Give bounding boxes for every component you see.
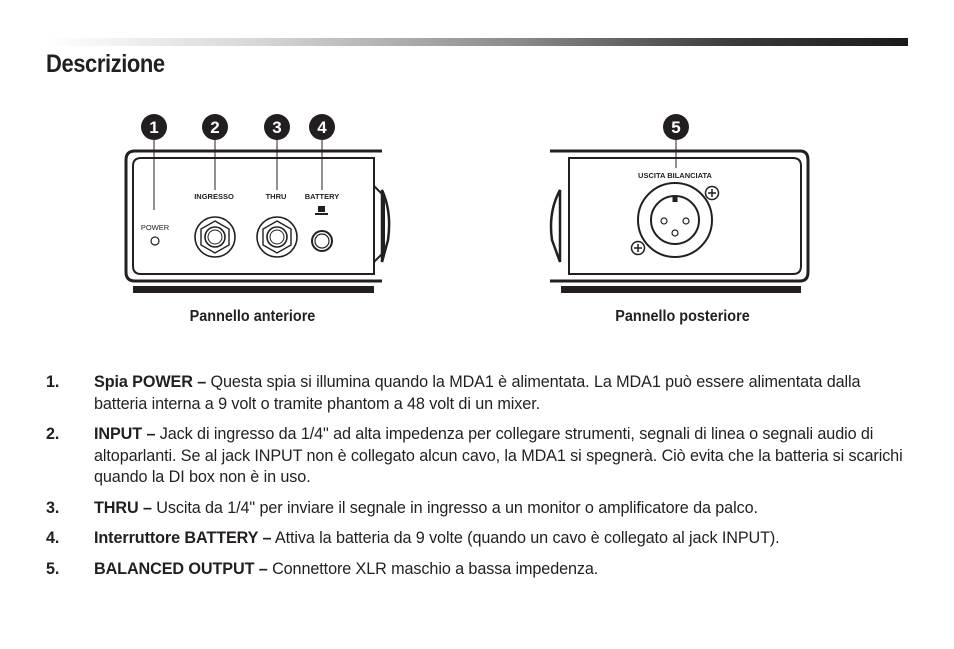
item-number: 4. bbox=[46, 529, 60, 547]
input-label: INGRESSO bbox=[194, 192, 234, 201]
svg-text:3: 3 bbox=[272, 118, 282, 137]
thru-jack bbox=[257, 217, 297, 257]
item-description: Attiva la batteria da 9 volte (quando un cavo è collegato al jack INPUT). bbox=[271, 529, 780, 547]
back-panel-caption: Pannello posteriore bbox=[615, 308, 750, 325]
xlr-connector bbox=[638, 183, 712, 257]
list-item bbox=[46, 424, 912, 489]
back-panel bbox=[550, 114, 808, 293]
item-number: 3. bbox=[46, 498, 60, 517]
item-number: 2. bbox=[46, 425, 60, 443]
item-term: BALANCED OUTPUT – bbox=[94, 559, 268, 578]
list-item bbox=[46, 372, 912, 415]
output-label: USCITA BILANCIATA bbox=[638, 171, 712, 180]
description-list bbox=[46, 372, 912, 589]
power-led bbox=[151, 237, 159, 245]
list-item bbox=[46, 528, 912, 550]
item-description: Jack di ingresso da 1/4" ad alta impedenza per collegare strumenti, segnali di linea o segnali audio di altoparlanti. Se al jack INPUT non è collegato alcun cavo, la MDA1 si spegnerà. Ciò evita che la batteria si scarichi quando la DI box non è in uso. bbox=[94, 425, 903, 486]
item-description: Uscita da 1/4" per inviare il segnale in ingresso a un monitor o amplificatore da palco. bbox=[151, 498, 758, 517]
list-item bbox=[46, 498, 912, 520]
page-title: Descrizione bbox=[46, 50, 165, 78]
item-term: Spia POWER – bbox=[94, 373, 207, 391]
svg-text:1: 1 bbox=[149, 118, 159, 137]
svg-text:4: 4 bbox=[317, 118, 327, 137]
item-term: THRU – bbox=[94, 498, 152, 517]
item-term: INPUT – bbox=[94, 425, 156, 443]
battery-label: BATTERY bbox=[304, 192, 340, 201]
front-panel bbox=[126, 114, 389, 293]
thru-label: THRU bbox=[265, 192, 287, 201]
input-jack bbox=[195, 217, 235, 257]
svg-text:2: 2 bbox=[210, 118, 220, 137]
screw-icon bbox=[706, 187, 719, 200]
svg-text:5: 5 bbox=[671, 118, 681, 137]
item-description: Connettore XLR maschio a bassa impedenza. bbox=[267, 559, 599, 578]
screw-icon bbox=[632, 242, 645, 255]
item-term: Interruttore BATTERY – bbox=[94, 529, 272, 547]
list-item bbox=[46, 559, 912, 581]
front-panel-caption: Pannello anteriore bbox=[189, 308, 316, 325]
item-number: 1. bbox=[46, 373, 60, 391]
power-label: POWER bbox=[140, 223, 170, 232]
item-number: 5. bbox=[46, 559, 60, 578]
item-description: Questa spia si illumina quando la MDA1 è alimentata. La MDA1 può essere alimentata dalla batteria interna a 9 volt o tramite phantom a 48 volt di un mixer. bbox=[94, 373, 861, 413]
